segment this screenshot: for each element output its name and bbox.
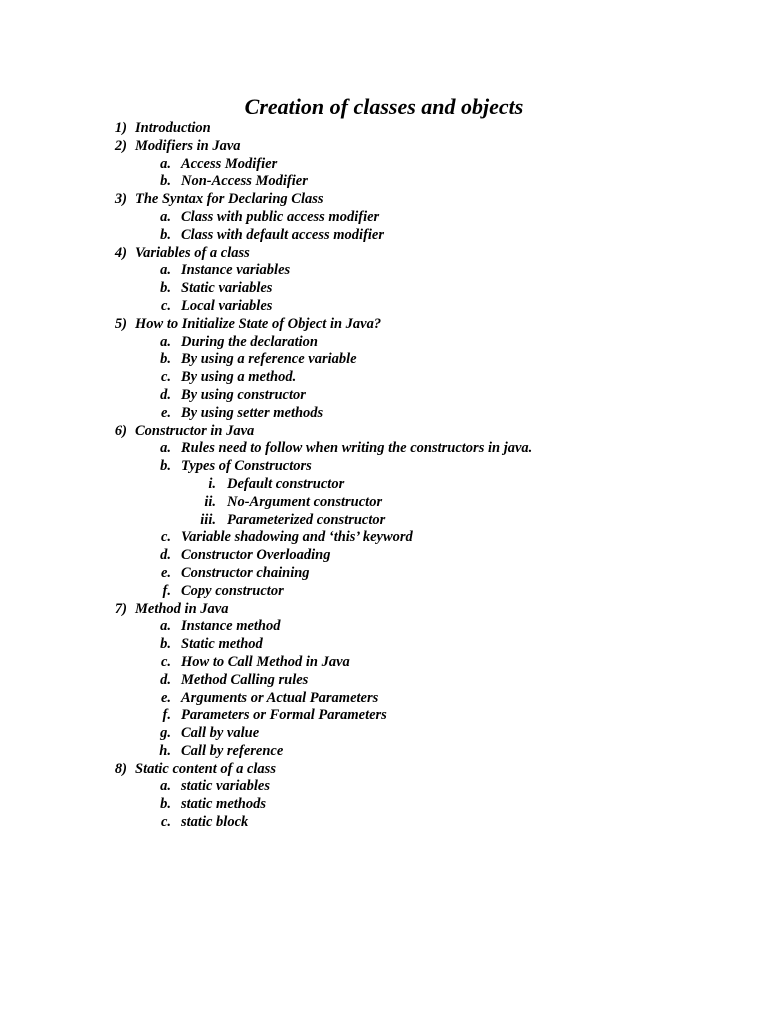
outline-subitem (0, 209, 768, 227)
list-marker: 4) (114, 244, 127, 261)
outline-subitem (0, 227, 768, 245)
list-marker: a. (160, 155, 171, 172)
list-marker: b. (160, 226, 171, 243)
list-item-text: Access Modifier (181, 155, 278, 172)
list-item-text: By using constructor (181, 386, 306, 403)
list-item-text: By using a reference variable (181, 351, 357, 368)
list-marker: d. (160, 386, 171, 403)
list-item-text: static variables (181, 778, 271, 795)
outline-section (0, 245, 768, 263)
list-item-text: Rules need to follow when writing the constructors in java. (181, 440, 533, 457)
list-marker: e. (160, 689, 171, 706)
outline-subitem (0, 707, 768, 725)
list-item-text: Constructor chaining (181, 564, 310, 581)
outline-subitem (0, 440, 768, 458)
outline-section (0, 423, 768, 441)
outline-subitem (0, 672, 768, 690)
outline-section (0, 601, 768, 619)
outline-subitem (0, 387, 768, 405)
outline-section (0, 761, 768, 779)
list-item-text: By using setter methods (181, 404, 324, 421)
list-item-text: By using a method. (181, 369, 297, 386)
outline-subitem (0, 743, 768, 761)
list-marker: b. (160, 636, 171, 653)
list-marker: g. (160, 725, 171, 742)
outline-subitem (0, 173, 768, 191)
list-marker: 7) (114, 600, 127, 617)
outline-subitem (0, 405, 768, 423)
list-item-text: Call by reference (181, 742, 284, 759)
list-marker: a. (160, 618, 171, 635)
outline-subitem (0, 725, 768, 743)
list-marker: d. (160, 671, 171, 688)
list-marker: c. (160, 653, 171, 670)
list-item-text: Types of Constructors (181, 458, 312, 475)
list-item-text: Static content of a class (135, 760, 276, 777)
outline-section (0, 191, 768, 209)
list-item-text: Parameters or Formal Parameters (181, 707, 387, 724)
list-marker: b. (160, 796, 171, 813)
outline-subitem (0, 262, 768, 280)
list-item-text: static methods (181, 796, 266, 813)
list-marker: c. (160, 297, 171, 314)
list-item-text: How to Initialize State of Object in Java? (135, 315, 382, 332)
list-marker: f. (162, 582, 171, 599)
outline-subitem (0, 636, 768, 654)
list-marker: c. (160, 814, 171, 831)
list-item-text: Local variables (181, 297, 273, 314)
list-marker: 8) (114, 760, 127, 777)
list-item-text: Default constructor (227, 475, 345, 492)
list-marker: b. (160, 351, 171, 368)
outline-subitem (0, 583, 768, 601)
list-marker: c. (160, 369, 171, 386)
list-item-text: Method in Java (135, 600, 229, 617)
list-item-text: Constructor in Java (135, 422, 255, 439)
outline-subsubitem (0, 494, 768, 512)
list-marker: a. (160, 262, 171, 279)
outline-subitem (0, 529, 768, 547)
list-item-text: Static variables (181, 280, 273, 297)
page-title: Creation of classes and objects (244, 94, 524, 119)
list-marker: iii. (200, 511, 216, 528)
outline-subitem (0, 351, 768, 369)
outline-subitem (0, 280, 768, 298)
outline-section (0, 120, 768, 138)
list-item-text: Static method (181, 636, 263, 653)
list-marker: ii. (204, 493, 216, 510)
outline-list (0, 120, 768, 832)
list-marker: i. (208, 475, 216, 492)
list-item-text: No-Argument constructor (227, 493, 383, 510)
outline-subitem (0, 690, 768, 708)
outline-subitem (0, 458, 768, 476)
outline-subitem (0, 334, 768, 352)
list-marker: f. (162, 707, 171, 724)
list-marker: a. (160, 208, 171, 225)
list-item-text: Instance method (181, 618, 281, 635)
outline-subsubitem (0, 512, 768, 530)
list-item-text: Class with default access modifier (181, 226, 384, 243)
list-marker: 1) (114, 120, 127, 136)
list-marker: c. (160, 529, 171, 546)
list-item-text: Copy constructor (181, 582, 284, 599)
list-marker: a. (160, 333, 171, 350)
list-marker: d. (160, 547, 171, 564)
list-item-text: Parameterized constructor (227, 511, 386, 528)
outline-subitem (0, 547, 768, 565)
list-marker: 6) (114, 422, 127, 439)
list-item-text: Introduction (135, 120, 211, 136)
outline-subitem (0, 565, 768, 583)
outline-subitem (0, 796, 768, 814)
list-marker: e. (160, 564, 171, 581)
list-item-text: Method Calling rules (181, 671, 309, 688)
list-marker: e. (160, 404, 171, 421)
outline-subitem (0, 298, 768, 316)
list-marker: h. (159, 742, 171, 759)
list-item-text: Constructor Overloading (181, 547, 331, 564)
outline-section (0, 138, 768, 156)
list-item-text: Modifiers in Java (135, 137, 241, 154)
outline-subitem (0, 778, 768, 796)
outline-subitem (0, 156, 768, 174)
list-item-text: The Syntax for Declaring Class (135, 191, 324, 208)
list-item-text: Non-Access Modifier (181, 173, 308, 190)
list-item-text: Arguments or Actual Parameters (181, 689, 379, 706)
list-marker: a. (160, 440, 171, 457)
list-item-text: Variables of a class (135, 244, 250, 261)
list-item-text: During the declaration (181, 333, 318, 350)
outline-subitem (0, 654, 768, 672)
outline-section (0, 316, 768, 334)
outline-subitem (0, 814, 768, 832)
outline-subsubitem (0, 476, 768, 494)
list-item-text: How to Call Method in Java (181, 653, 350, 670)
list-item-text: Variable shadowing and ‘this’ keyword (181, 529, 413, 546)
list-item-text: Call by value (181, 725, 260, 742)
list-marker: b. (160, 280, 171, 297)
list-marker: a. (160, 778, 171, 795)
list-item-text: static block (181, 814, 249, 831)
list-item-text: Class with public access modifier (181, 208, 380, 225)
list-marker: 5) (114, 315, 127, 332)
list-marker: 3) (114, 191, 127, 208)
outline-subitem (0, 369, 768, 387)
outline-subitem (0, 618, 768, 636)
list-item-text: Instance variables (181, 262, 291, 279)
list-marker: b. (160, 458, 171, 475)
list-marker: 2) (114, 137, 127, 154)
list-marker: b. (160, 173, 171, 190)
